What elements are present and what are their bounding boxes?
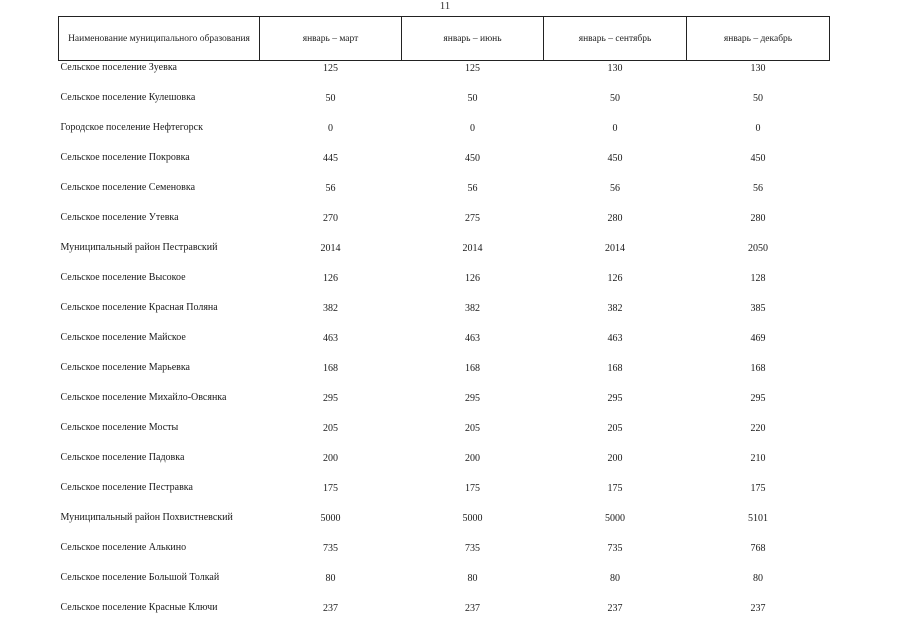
h1-value: 275 <box>465 213 480 224</box>
9m-value: 5000 <box>605 513 625 524</box>
q1-value: 200 <box>323 453 338 464</box>
table-row <box>59 361 830 391</box>
h1-value: 0 <box>470 123 475 134</box>
year-value: 5101 <box>748 513 768 524</box>
municipality-name: Сельское поселение Красная Поляна <box>60 302 218 313</box>
table-row <box>59 481 830 511</box>
9m-value: 80 <box>610 573 620 584</box>
header-9m: январь – сентябрь <box>544 17 687 61</box>
table-row <box>59 331 830 361</box>
year-value: 130 <box>750 63 766 74</box>
table-row <box>59 271 830 301</box>
q1-value: 295 <box>323 393 338 404</box>
table-header <box>59 17 830 61</box>
municipality-name: Муниципальный район Похвистневский <box>60 512 233 523</box>
municipality-name: Сельское поселение Семеновка <box>60 182 196 193</box>
q1-value: 126 <box>323 273 338 284</box>
header-h1: январь – июнь <box>402 17 544 61</box>
table-row <box>59 451 830 481</box>
municipality-name: Муниципальный район Пестравский <box>60 242 218 253</box>
year-value: 50 <box>753 93 763 104</box>
9m-value: 382 <box>607 303 623 314</box>
h1-value: 126 <box>465 273 480 284</box>
q1-value: 445 <box>323 153 338 164</box>
table-row <box>59 91 830 121</box>
header-municipality: Наименование муниципального образования <box>59 17 260 61</box>
q1-value: 270 <box>323 213 338 224</box>
table-row <box>59 241 830 271</box>
9m-value: 168 <box>607 363 623 374</box>
table-row <box>59 61 830 92</box>
q1-value: 382 <box>323 303 338 314</box>
table-row <box>59 301 830 331</box>
h1-value: 200 <box>465 453 480 464</box>
municipality-name: Сельское поселение Пестравка <box>60 482 193 493</box>
table-row <box>59 571 830 601</box>
municipality-name: Сельское поселение Красные Ключи <box>60 602 218 613</box>
municipality-name: Сельское поселение Михайло-Овсянка <box>60 392 227 403</box>
q1-value: 463 <box>323 333 338 344</box>
q1-value: 0 <box>328 123 333 134</box>
h1-value: 56 <box>467 183 478 194</box>
year-value: 80 <box>753 573 763 584</box>
year-value: 385 <box>750 303 766 314</box>
header-q1: январь – март <box>260 17 402 61</box>
h1-value: 125 <box>465 63 480 74</box>
9m-value: 2014 <box>605 243 625 254</box>
q1-value: 80 <box>325 573 336 584</box>
h1-value: 382 <box>465 303 480 314</box>
header-row <box>59 17 830 61</box>
q1-value: 50 <box>325 93 336 104</box>
h1-value: 735 <box>465 543 480 554</box>
q1-value: 125 <box>323 63 338 74</box>
9m-value: 450 <box>607 153 623 164</box>
9m-value: 126 <box>607 273 623 284</box>
q1-value: 237 <box>323 603 338 614</box>
h1-value: 168 <box>465 363 480 374</box>
9m-value: 205 <box>607 423 623 434</box>
h1-value: 175 <box>465 483 480 494</box>
table-row <box>59 541 830 571</box>
year-value: 0 <box>755 123 761 134</box>
page-number: 11 <box>439 0 451 12</box>
9m-value: 175 <box>607 483 623 494</box>
municipality-name: Сельское поселение Мосты <box>60 422 179 433</box>
q1-value: 56 <box>325 183 336 194</box>
9m-value: 130 <box>607 63 623 74</box>
year-value: 2050 <box>748 243 768 254</box>
h1-value: 450 <box>465 153 480 164</box>
year-value: 210 <box>750 453 766 464</box>
h1-value: 5000 <box>462 513 483 524</box>
h1-value: 237 <box>465 603 480 614</box>
municipality-name: Сельское поселение Кулешовка <box>60 92 196 103</box>
h1-value: 2014 <box>462 243 483 254</box>
year-value: 295 <box>750 393 766 404</box>
year-value: 469 <box>750 333 766 344</box>
table-row <box>59 601 830 631</box>
table-row <box>59 121 830 151</box>
9m-value: 735 <box>607 543 623 554</box>
municipality-name: Сельское поселение Марьевка <box>60 362 190 373</box>
municipality-name: Городское поселение Нефтегорск <box>60 122 203 133</box>
municipality-name: Сельское поселение Зуевка <box>60 62 177 73</box>
municipality-name: Сельское поселение Падовка <box>60 452 185 463</box>
q1-value: 2014 <box>320 243 341 254</box>
year-value: 168 <box>750 363 766 374</box>
h1-value: 463 <box>465 333 480 344</box>
h1-value: 295 <box>465 393 480 404</box>
year-value: 768 <box>750 543 766 554</box>
year-value: 450 <box>750 153 766 164</box>
year-value: 128 <box>750 273 766 284</box>
table-row <box>59 211 830 241</box>
municipality-name: Сельское поселение Утевка <box>60 212 179 223</box>
table-row <box>59 421 830 451</box>
q1-value: 5000 <box>320 513 341 524</box>
table-body <box>59 61 830 632</box>
table-row <box>59 151 830 181</box>
year-value: 175 <box>750 483 766 494</box>
year-value: 220 <box>750 423 766 434</box>
year-value: 280 <box>750 213 766 224</box>
9m-value: 56 <box>610 183 620 194</box>
h1-value: 205 <box>465 423 480 434</box>
9m-value: 50 <box>610 93 620 104</box>
municipality-name: Сельское поселение Алькино <box>60 542 187 553</box>
h1-value: 80 <box>467 573 478 584</box>
municipal-data-table <box>58 16 830 631</box>
table-row <box>59 181 830 211</box>
municipality-name: Сельское поселение Высокое <box>60 272 186 283</box>
municipality-name: Сельское поселение Майское <box>60 332 186 343</box>
q1-value: 168 <box>323 363 338 374</box>
h1-value: 50 <box>467 93 478 104</box>
9m-value: 280 <box>607 213 623 224</box>
q1-value: 735 <box>323 543 338 554</box>
9m-value: 463 <box>607 333 623 344</box>
table-row <box>59 511 830 541</box>
q1-value: 205 <box>323 423 338 434</box>
municipality-name: Сельское поселение Большой Толкай <box>60 572 220 583</box>
9m-value: 237 <box>607 603 623 614</box>
q1-value: 175 <box>323 483 338 494</box>
table-row <box>59 391 830 421</box>
9m-value: 0 <box>612 123 618 134</box>
year-value: 56 <box>753 183 763 194</box>
municipality-name: Сельское поселение Покровка <box>60 152 190 163</box>
9m-value: 200 <box>607 453 623 464</box>
header-year: январь – декабрь <box>687 17 830 61</box>
year-value: 237 <box>750 603 766 614</box>
9m-value: 295 <box>607 393 623 404</box>
